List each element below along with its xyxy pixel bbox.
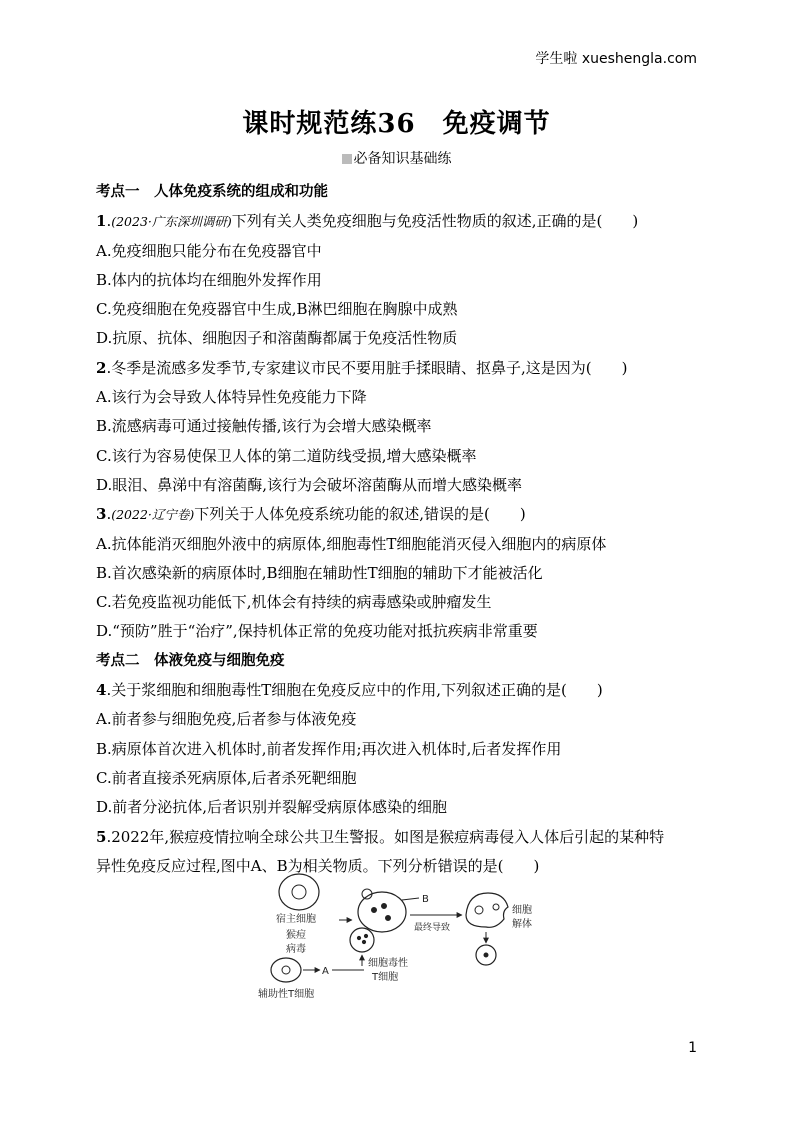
page-title: 课时规范练36 免疫调节	[242, 109, 551, 139]
question-1-stem: 1.(2023·广东深圳调研)下列有关人类免疫细胞与免疫活性物质的叙述,正确的是( )	[96, 212, 639, 231]
question-number: 5	[96, 827, 107, 846]
released-virus-icon	[475, 906, 483, 914]
virus-label-2: 病毒	[286, 944, 306, 955]
option: C.免疫细胞在免疫器官中生成,B淋巴细胞在胸腺中成熟	[96, 300, 458, 319]
option: B.体内的抗体均在细胞外发挥作用	[96, 270, 322, 289]
immune-response-diagram	[254, 870, 544, 1002]
host-cell-label: 宿主细胞	[276, 914, 316, 925]
question-text: 下列关于人体免疫系统功能的叙述,错误的是( )	[194, 505, 526, 524]
section-heading: 考点一 人体免疫系统的组成和功能	[96, 184, 328, 200]
option: A.前者参与细胞免疫,后者参与体液免疫	[96, 710, 357, 729]
option: B.流感病毒可通过接触传播,该行为会增大感染概率	[96, 417, 432, 436]
cell-granule-icon	[362, 940, 365, 943]
question-text: .冬季是流感多发季节,专家建议市民不要用脏手揉眼睛、抠鼻子,这是因为( )	[106, 358, 628, 377]
host-cell-shape	[279, 874, 319, 910]
option: B.首次感染新的病原体时,B细胞在辅助性T细胞的辅助下才能被活化	[96, 563, 543, 582]
question-list	[96, 178, 696, 881]
virus-particle-icon	[372, 908, 377, 913]
question-text: .关于浆细胞和细胞毒性T细胞在免疫反应中的作用,下列叙述正确的是( )	[106, 681, 603, 700]
cytotoxic-t-cell-shape	[350, 928, 374, 952]
section-mark-icon	[342, 154, 352, 164]
host-cell-nucleus	[292, 885, 306, 899]
option: D.眼泪、鼻涕中有溶菌酶,该行为会破坏溶菌酶从而增大感染概率	[96, 475, 523, 494]
option: D.“预防”胜于“治疗”,保持机体正常的免疫功能对抵抗疾病非常重要	[96, 622, 538, 641]
section-heading: 考点二 体液免疫与细胞免疫	[96, 652, 285, 669]
question-5-stem-cont: 异性免疫反应过程,图中A、B为相关物质。下列分析错误的是( )	[96, 856, 540, 875]
helper-t-cell-shape	[271, 958, 301, 982]
arrow-caption: 最终导致	[414, 923, 451, 933]
virus-particle-icon	[386, 916, 391, 921]
page-number: 1	[688, 1040, 697, 1056]
helper-t-cell-label: 辅助性T细胞	[258, 989, 315, 1000]
label-a: A	[322, 966, 329, 977]
option: C.该行为容易使保卫人体的第二道防线受损,增大感染概率	[96, 446, 477, 465]
option: D.抗原、抗体、细胞因子和溶菌酶都属于免疫活性物质	[96, 329, 458, 348]
question-5-stem	[96, 823, 696, 852]
option: C.前者直接杀死病原体,后者杀死靶细胞	[96, 768, 357, 787]
option: C.若免疫监视功能低下,机体会有持续的病毒感染或肿瘤发生	[96, 593, 492, 612]
watermark: 学生啦 xueshengla.com	[535, 51, 697, 67]
virus-label: 猴痘	[286, 930, 306, 941]
question-2-stem	[96, 354, 696, 383]
lysis-label-2: 解体	[512, 919, 532, 930]
ctl-label: 细胞毒性	[368, 958, 408, 969]
ctl-label-2: T细胞	[372, 972, 399, 983]
question-4-stem	[96, 676, 696, 705]
question-number: 1	[96, 212, 107, 231]
subtitle-text: 必备知识基础练	[353, 151, 452, 167]
question-number: 4	[96, 681, 107, 700]
question-source: (2023·广东深圳调研)	[111, 214, 232, 230]
released-virus-icon	[493, 904, 499, 910]
label-b: B	[422, 894, 429, 905]
option: A.免疫细胞只能分布在免疫器官中	[96, 241, 322, 260]
cell-granule-icon	[364, 934, 367, 937]
question-source: (2022·辽宁卷)	[111, 507, 195, 523]
option: D.前者分泌抗体,后者识别并裂解受病原体感染的细胞	[96, 798, 448, 817]
question-3-stem: 3.(2022·辽宁卷)下列关于人体免疫系统功能的叙述,错误的是( )	[96, 505, 526, 524]
infected-cell-shape	[358, 892, 406, 932]
cell-granule-icon	[357, 936, 360, 939]
question-text: 下列有关人类免疫细胞与免疫活性物质的叙述,正确的是( )	[231, 212, 639, 231]
option: B.病原体首次进入机体时,前者发挥作用;再次进入机体时,后者发挥作用	[96, 739, 562, 758]
lysed-cell-shape	[466, 893, 508, 927]
question-number: 2	[96, 358, 107, 377]
helper-t-cell-nucleus	[282, 966, 290, 974]
lysis-label: 细胞	[512, 905, 532, 916]
subtitle	[0, 148, 793, 168]
virus-particle-icon	[382, 904, 387, 909]
option: A.抗体能消灭细胞外液中的病原体,细胞毒性T细胞能消灭侵入细胞内的病原体	[96, 534, 607, 553]
cell-granule-icon	[484, 953, 488, 957]
question-number: 3	[96, 505, 107, 524]
pointer-b	[402, 898, 419, 900]
option: A.该行为会导致人体特异性免疫能力下降	[96, 388, 367, 407]
question-text: .2022年,猴痘疫情拉响全球公共卫生警报。如图是猴痘病毒侵入人体后引起的某种特	[106, 827, 665, 846]
